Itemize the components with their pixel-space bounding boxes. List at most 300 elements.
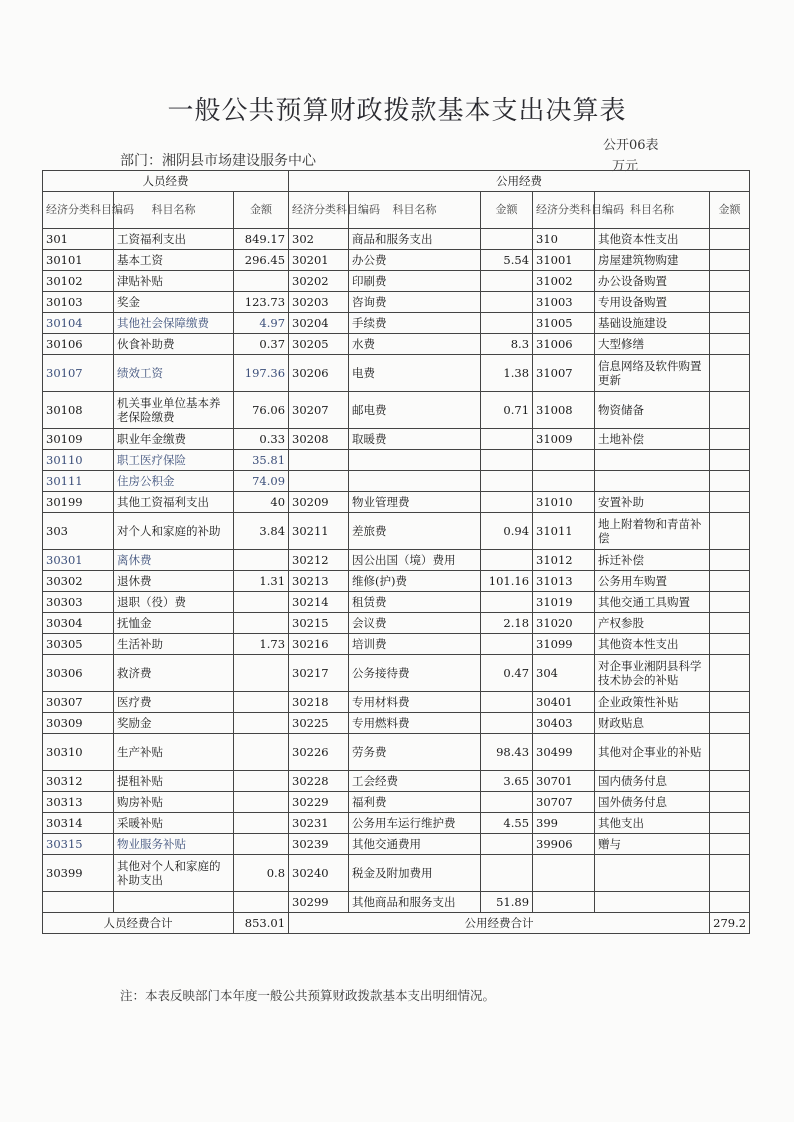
econ-code-public: 30218 (289, 692, 349, 713)
item-name-capital: 对企事业湘阴县科学技术协会的补贴 (595, 655, 710, 692)
econ-code-public: 30206 (289, 355, 349, 392)
amount-personnel (234, 771, 289, 792)
econ-code-capital: 310 (533, 229, 595, 250)
amount-public: 51.89 (481, 892, 533, 913)
amount-capital (710, 713, 750, 734)
econ-code-personnel: 30305 (43, 634, 114, 655)
table-row (43, 634, 750, 655)
footnote: 注：本表反映部门本年度一般公共预算财政拨款基本支出明细情况。 (120, 988, 496, 1003)
amount-capital (710, 613, 750, 634)
amount-personnel: 0.33 (234, 429, 289, 450)
amount-public (481, 692, 533, 713)
amount-public: 101.16 (481, 571, 533, 592)
amount-public: 5.54 (481, 250, 533, 271)
amount-public (481, 834, 533, 855)
table-row (43, 313, 750, 334)
econ-code-public: 30231 (289, 813, 349, 834)
econ-code-public: 302 (289, 229, 349, 250)
amount-personnel (234, 592, 289, 613)
item-name-capital: 其他对企事业的补贴 (595, 734, 710, 771)
econ-code-personnel: 30108 (43, 392, 114, 429)
econ-code-public: 30207 (289, 392, 349, 429)
econ-code-capital: 31001 (533, 250, 595, 271)
econ-code-capital: 31005 (533, 313, 595, 334)
amount-capital (710, 313, 750, 334)
econ-code-public: 30208 (289, 429, 349, 450)
table-row (43, 571, 750, 592)
econ-code-public: 30213 (289, 571, 349, 592)
amount-personnel: 76.06 (234, 392, 289, 429)
amount-public: 1.38 (481, 355, 533, 392)
item-name-personnel: 住房公积金 (114, 471, 234, 492)
item-name-personnel: 其他社会保障缴费 (114, 313, 234, 334)
amount-personnel: 296.45 (234, 250, 289, 271)
econ-code-public: 30202 (289, 271, 349, 292)
table-row (43, 250, 750, 271)
table-row (43, 271, 750, 292)
amount-personnel: 3.84 (234, 513, 289, 550)
table-row (43, 513, 750, 550)
item-name-public: 专用燃料费 (349, 713, 481, 734)
econ-code-personnel: 30312 (43, 771, 114, 792)
item-name-capital: 房屋建筑物购建 (595, 250, 710, 271)
amount-public (481, 550, 533, 571)
item-name-personnel: 购房补贴 (114, 792, 234, 813)
econ-code-public (289, 450, 349, 471)
econ-code-personnel: 30102 (43, 271, 114, 292)
econ-code-capital (533, 855, 595, 892)
amount-capital (710, 855, 750, 892)
item-name-capital: 大型修缮 (595, 334, 710, 355)
econ-code-public: 30229 (289, 792, 349, 813)
item-name-capital (595, 471, 710, 492)
econ-code-public: 30201 (289, 250, 349, 271)
econ-code-personnel: 30111 (43, 471, 114, 492)
table-row (43, 771, 750, 792)
item-name-public: 因公出国（境）费用 (349, 550, 481, 571)
econ-code-capital: 31011 (533, 513, 595, 550)
amount-capital (710, 229, 750, 250)
item-name-personnel: 奖金 (114, 292, 234, 313)
econ-code-public: 30204 (289, 313, 349, 334)
item-name-public: 水费 (349, 334, 481, 355)
table-body (43, 229, 750, 913)
econ-code-capital (533, 471, 595, 492)
personnel-total-value: 853.01 (234, 913, 289, 934)
item-name-personnel: 绩效工资 (114, 355, 234, 392)
col-header-item-name: 科目名称 (595, 192, 710, 229)
econ-code-personnel: 30303 (43, 592, 114, 613)
table-row (43, 334, 750, 355)
econ-code-personnel: 30399 (43, 855, 114, 892)
item-name-public: 邮电费 (349, 392, 481, 429)
amount-public (481, 292, 533, 313)
econ-code-personnel: 30313 (43, 792, 114, 813)
item-name-public: 咨询费 (349, 292, 481, 313)
econ-code-capital: 31010 (533, 492, 595, 513)
econ-code-capital: 31009 (533, 429, 595, 450)
col-header-econ-class: 经济分类科目编码 (289, 192, 349, 229)
col-header-item-name: 科目名称 (349, 192, 481, 229)
amount-capital (710, 892, 750, 913)
item-name-public: 福利费 (349, 792, 481, 813)
econ-code-capital: 31003 (533, 292, 595, 313)
item-name-personnel: 物业服务补贴 (114, 834, 234, 855)
amount-public (481, 471, 533, 492)
amount-personnel (234, 792, 289, 813)
amount-personnel: 0.8 (234, 855, 289, 892)
item-name-public: 公务用车运行维护费 (349, 813, 481, 834)
public-total-label: 公用经费合计 (289, 913, 710, 934)
econ-code-personnel: 30199 (43, 492, 114, 513)
item-name-capital: 公务用车购置 (595, 571, 710, 592)
amount-capital (710, 792, 750, 813)
amount-public (481, 229, 533, 250)
amount-public (481, 792, 533, 813)
econ-code-public (289, 471, 349, 492)
econ-code-capital: 31008 (533, 392, 595, 429)
item-name-public: 租赁费 (349, 592, 481, 613)
amount-personnel: 74.09 (234, 471, 289, 492)
amount-capital (710, 513, 750, 550)
amount-personnel: 1.73 (234, 634, 289, 655)
econ-code-capital: 30401 (533, 692, 595, 713)
table-row (43, 592, 750, 613)
econ-code-capital: 304 (533, 655, 595, 692)
col-header-amount: 金额 (710, 192, 750, 229)
econ-code-personnel (43, 892, 114, 913)
econ-code-public: 30240 (289, 855, 349, 892)
item-name-personnel: 津贴补贴 (114, 271, 234, 292)
item-name-public: 办公费 (349, 250, 481, 271)
item-name-capital: 信息网络及软件购置更新 (595, 355, 710, 392)
amount-public: 0.47 (481, 655, 533, 692)
amount-capital (710, 392, 750, 429)
amount-public: 0.94 (481, 513, 533, 550)
item-name-public: 差旅费 (349, 513, 481, 550)
item-name-capital: 土地补偿 (595, 429, 710, 450)
econ-code-capital: 31020 (533, 613, 595, 634)
amount-personnel (234, 271, 289, 292)
amount-public (481, 271, 533, 292)
item-name-public: 培训费 (349, 634, 481, 655)
amount-personnel: 35.81 (234, 450, 289, 471)
econ-code-personnel: 30310 (43, 734, 114, 771)
page-title: 一般公共预算财政拨款基本支出决算表 (167, 96, 627, 126)
amount-public (481, 713, 533, 734)
econ-code-public: 30228 (289, 771, 349, 792)
table-row (43, 792, 750, 813)
amount-personnel: 40 (234, 492, 289, 513)
item-name-capital: 地上附着物和青苗补偿 (595, 513, 710, 550)
public-section-header: 公用经费 (289, 171, 750, 192)
public-total-value: 279.2 (710, 913, 750, 934)
amount-public (481, 313, 533, 334)
col-header-amount: 金额 (234, 192, 289, 229)
econ-code-public: 30205 (289, 334, 349, 355)
totals-row (43, 913, 750, 934)
amount-capital (710, 571, 750, 592)
econ-code-public: 30209 (289, 492, 349, 513)
item-name-public: 印刷费 (349, 271, 481, 292)
amount-public: 8.3 (481, 334, 533, 355)
econ-code-public: 30217 (289, 655, 349, 692)
item-name-capital: 其他交通工具购置 (595, 592, 710, 613)
econ-code-capital: 30701 (533, 771, 595, 792)
econ-code-public: 30216 (289, 634, 349, 655)
item-name-capital: 其他资本性支出 (595, 634, 710, 655)
amount-personnel (234, 655, 289, 692)
item-name-capital: 其他支出 (595, 813, 710, 834)
item-name-capital (595, 855, 710, 892)
table-row (43, 450, 750, 471)
item-name-personnel: 职业年金缴费 (114, 429, 234, 450)
econ-code-capital: 30707 (533, 792, 595, 813)
table-row (43, 692, 750, 713)
amount-public (481, 592, 533, 613)
unit-label: 万元 (612, 159, 639, 174)
amount-personnel (234, 734, 289, 771)
item-name-capital: 专用设备购置 (595, 292, 710, 313)
item-name-capital: 安置补助 (595, 492, 710, 513)
item-name-public: 手续费 (349, 313, 481, 334)
item-name-public: 取暖费 (349, 429, 481, 450)
item-name-public: 电费 (349, 355, 481, 392)
item-name-public (349, 471, 481, 492)
item-name-capital: 其他资本性支出 (595, 229, 710, 250)
table-row (43, 734, 750, 771)
econ-code-capital: 30403 (533, 713, 595, 734)
item-name-public: 维修(护)费 (349, 571, 481, 592)
item-name-personnel: 伙食补助费 (114, 334, 234, 355)
econ-code-personnel: 30101 (43, 250, 114, 271)
amount-capital (710, 734, 750, 771)
econ-code-personnel: 30307 (43, 692, 114, 713)
item-name-public: 商品和服务支出 (349, 229, 481, 250)
item-name-personnel: 抚恤金 (114, 613, 234, 634)
econ-code-personnel: 30107 (43, 355, 114, 392)
amount-personnel (234, 613, 289, 634)
econ-code-capital: 31099 (533, 634, 595, 655)
table-row (43, 492, 750, 513)
econ-code-capital (533, 892, 595, 913)
item-name-personnel: 救济费 (114, 655, 234, 692)
table-row (43, 613, 750, 634)
item-name-personnel: 工资福利支出 (114, 229, 234, 250)
amount-capital (710, 271, 750, 292)
econ-code-personnel: 30315 (43, 834, 114, 855)
econ-code-public: 30203 (289, 292, 349, 313)
item-name-capital: 国内债务付息 (595, 771, 710, 792)
amount-capital (710, 429, 750, 450)
amount-capital (710, 471, 750, 492)
item-name-personnel: 基本工资 (114, 250, 234, 271)
econ-code-public: 30215 (289, 613, 349, 634)
amount-capital (710, 492, 750, 513)
item-name-personnel: 生产补贴 (114, 734, 234, 771)
amount-personnel (234, 813, 289, 834)
expenditure-table (42, 170, 750, 934)
table-row (43, 655, 750, 692)
amount-public: 4.55 (481, 813, 533, 834)
item-name-personnel: 对个人和家庭的补助 (114, 513, 234, 550)
item-name-capital: 物资储备 (595, 392, 710, 429)
econ-code-personnel: 30103 (43, 292, 114, 313)
item-name-public: 会议费 (349, 613, 481, 634)
amount-public (481, 429, 533, 450)
item-name-capital: 产权参股 (595, 613, 710, 634)
econ-code-capital: 31002 (533, 271, 595, 292)
item-name-personnel: 其他工资福利支出 (114, 492, 234, 513)
table-row (43, 355, 750, 392)
amount-public: 2.18 (481, 613, 533, 634)
amount-capital (710, 250, 750, 271)
amount-capital (710, 834, 750, 855)
table-row (43, 834, 750, 855)
amount-capital (710, 592, 750, 613)
table-row (43, 229, 750, 250)
econ-code-public: 30211 (289, 513, 349, 550)
amount-capital (710, 692, 750, 713)
table-row (43, 855, 750, 892)
item-name-personnel: 生活补助 (114, 634, 234, 655)
table-row (43, 429, 750, 450)
amount-personnel: 849.17 (234, 229, 289, 250)
col-header-amount: 金额 (481, 192, 533, 229)
table-row (43, 550, 750, 571)
econ-code-personnel: 30314 (43, 813, 114, 834)
amount-public: 0.71 (481, 392, 533, 429)
amount-capital (710, 771, 750, 792)
item-name-personnel (114, 892, 234, 913)
amount-public (481, 855, 533, 892)
amount-personnel (234, 550, 289, 571)
econ-code-capital: 31013 (533, 571, 595, 592)
item-name-public: 其他商品和服务支出 (349, 892, 481, 913)
econ-code-capital (533, 450, 595, 471)
econ-code-personnel: 30110 (43, 450, 114, 471)
econ-code-personnel: 30309 (43, 713, 114, 734)
item-name-public: 公务接待费 (349, 655, 481, 692)
department-label: 部门：湘阴县市场建设服务中心 (120, 153, 316, 169)
amount-personnel (234, 713, 289, 734)
table-row (43, 392, 750, 429)
econ-code-personnel: 30302 (43, 571, 114, 592)
amount-public (481, 492, 533, 513)
table-row (43, 892, 750, 913)
amount-personnel: 197.36 (234, 355, 289, 392)
econ-code-public: 30239 (289, 834, 349, 855)
econ-code-capital: 30499 (533, 734, 595, 771)
item-name-capital: 财政贴息 (595, 713, 710, 734)
item-name-public: 工会经费 (349, 771, 481, 792)
econ-code-public: 30226 (289, 734, 349, 771)
item-name-personnel: 提租补贴 (114, 771, 234, 792)
amount-personnel (234, 692, 289, 713)
table-row (43, 292, 750, 313)
column-header-row (43, 192, 750, 229)
item-name-public: 其他交通费用 (349, 834, 481, 855)
item-name-capital: 赠与 (595, 834, 710, 855)
econ-code-capital: 31012 (533, 550, 595, 571)
item-name-personnel: 医疗费 (114, 692, 234, 713)
econ-code-personnel: 301 (43, 229, 114, 250)
amount-public: 98.43 (481, 734, 533, 771)
amount-capital (710, 292, 750, 313)
item-name-public: 税金及附加费用 (349, 855, 481, 892)
amount-capital (710, 550, 750, 571)
amount-personnel: 1.31 (234, 571, 289, 592)
amount-personnel: 4.97 (234, 313, 289, 334)
amount-public (481, 450, 533, 471)
item-name-personnel: 其他对个人和家庭的补助支出 (114, 855, 234, 892)
item-name-capital: 办公设备购置 (595, 271, 710, 292)
econ-code-public: 30214 (289, 592, 349, 613)
econ-code-capital: 31019 (533, 592, 595, 613)
col-header-econ-class: 经济分类科目编码 (43, 192, 114, 229)
form-number: 公开06表 (603, 138, 659, 153)
econ-code-capital: 31006 (533, 334, 595, 355)
amount-personnel: 123.73 (234, 292, 289, 313)
item-name-personnel: 职工医疗保险 (114, 450, 234, 471)
amount-public (481, 634, 533, 655)
econ-code-personnel: 30106 (43, 334, 114, 355)
item-name-personnel: 奖励金 (114, 713, 234, 734)
econ-code-capital: 399 (533, 813, 595, 834)
item-name-capital (595, 450, 710, 471)
econ-code-personnel: 30104 (43, 313, 114, 334)
econ-code-personnel: 30109 (43, 429, 114, 450)
amount-personnel (234, 892, 289, 913)
table-row (43, 813, 750, 834)
econ-code-personnel: 30304 (43, 613, 114, 634)
table-row (43, 471, 750, 492)
item-name-capital: 拆迁补偿 (595, 550, 710, 571)
econ-code-personnel: 303 (43, 513, 114, 550)
econ-code-personnel: 30301 (43, 550, 114, 571)
econ-code-personnel: 30306 (43, 655, 114, 692)
amount-personnel (234, 834, 289, 855)
item-name-capital: 企业政策性补贴 (595, 692, 710, 713)
item-name-personnel: 采暖补贴 (114, 813, 234, 834)
section-header-row (43, 171, 750, 192)
item-name-public: 劳务费 (349, 734, 481, 771)
item-name-personnel: 机关事业单位基本养老保险缴费 (114, 392, 234, 429)
personnel-total-label: 人员经费合计 (43, 913, 234, 934)
amount-capital (710, 450, 750, 471)
amount-capital (710, 334, 750, 355)
amount-capital (710, 634, 750, 655)
table-row (43, 713, 750, 734)
amount-capital (710, 355, 750, 392)
econ-code-capital: 39906 (533, 834, 595, 855)
col-header-econ-class: 经济分类科目编码 (533, 192, 595, 229)
item-name-capital: 国外债务付息 (595, 792, 710, 813)
item-name-personnel: 退休费 (114, 571, 234, 592)
item-name-capital: 基础设施建设 (595, 313, 710, 334)
amount-capital (710, 655, 750, 692)
item-name-personnel: 离休费 (114, 550, 234, 571)
item-name-public (349, 450, 481, 471)
personnel-section-header: 人员经费 (43, 171, 289, 192)
econ-code-capital: 31007 (533, 355, 595, 392)
econ-code-public: 30225 (289, 713, 349, 734)
item-name-public: 物业管理费 (349, 492, 481, 513)
item-name-personnel: 退职（役）费 (114, 592, 234, 613)
item-name-public: 专用材料费 (349, 692, 481, 713)
amount-personnel: 0.37 (234, 334, 289, 355)
item-name-capital (595, 892, 710, 913)
